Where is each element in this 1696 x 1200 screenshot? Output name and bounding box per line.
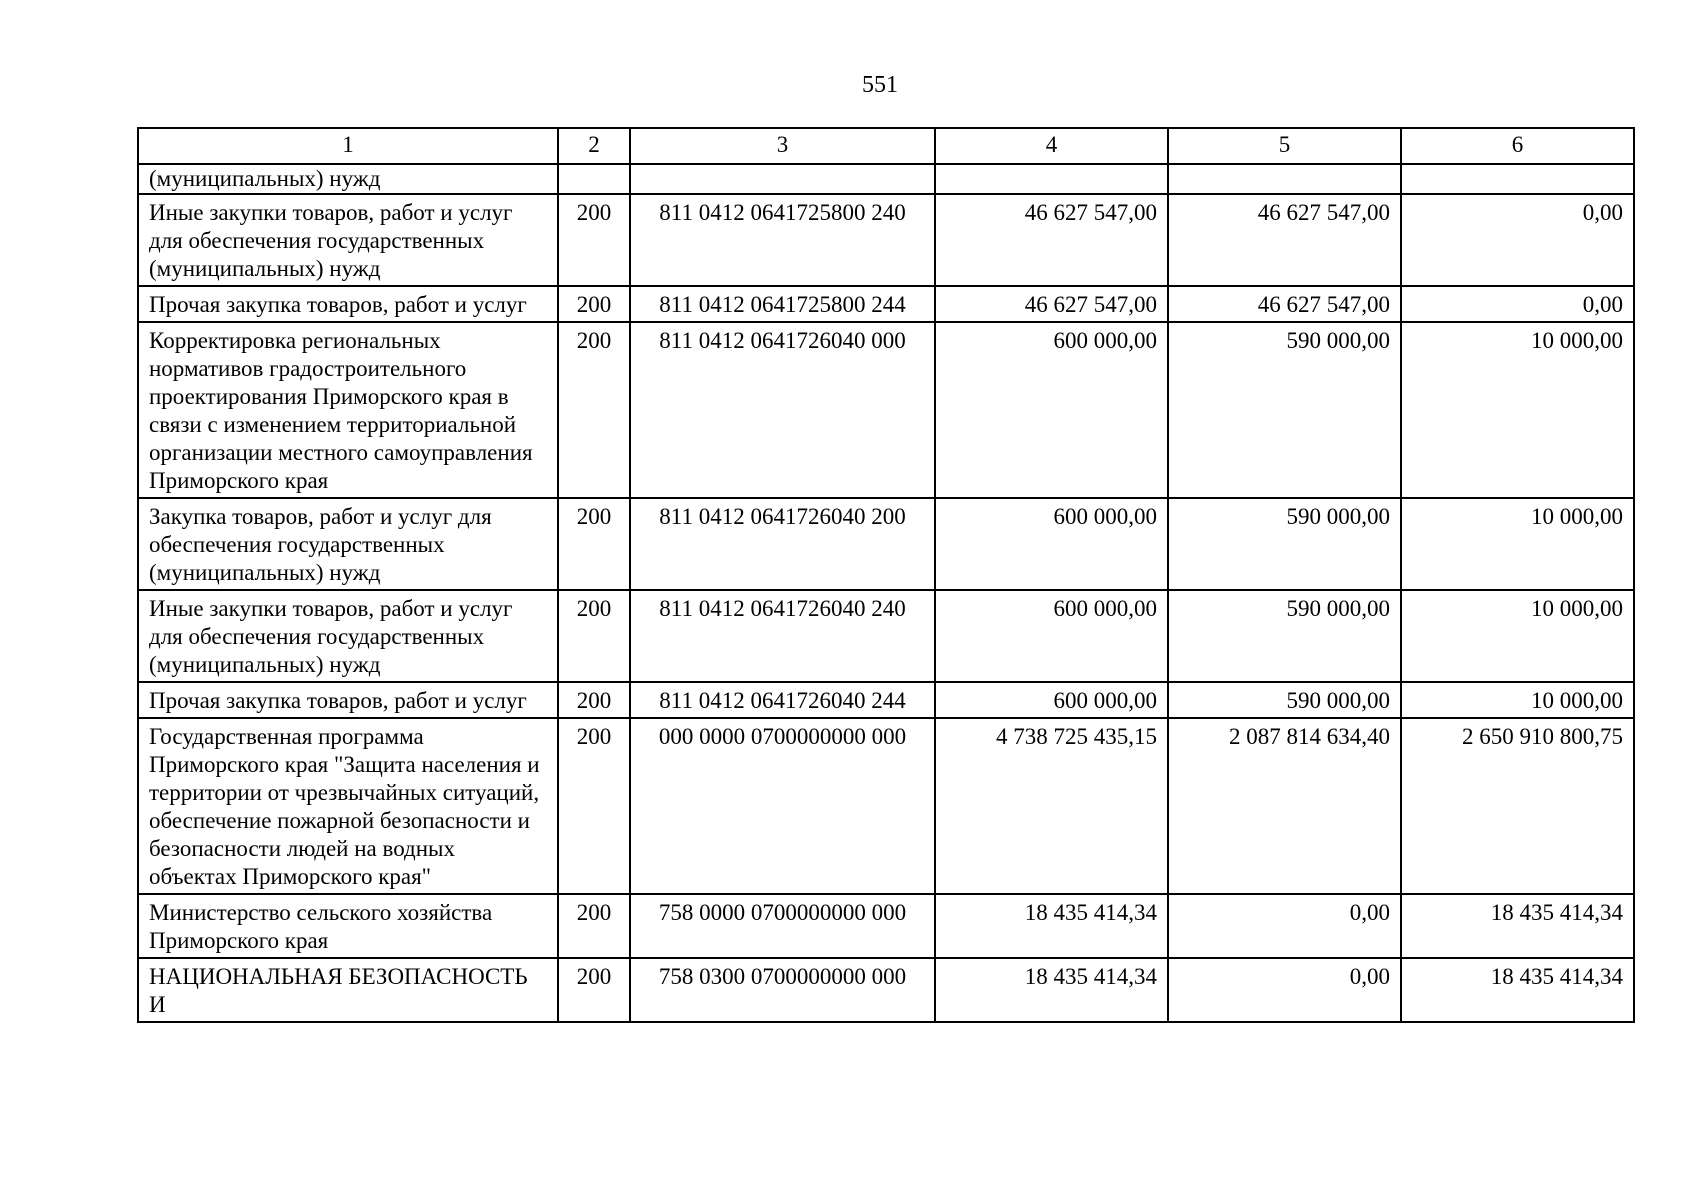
column-header-3: 3 xyxy=(630,128,935,164)
row-name: Министерство сельского хозяйства Приморского края xyxy=(138,894,558,958)
column-header-2: 2 xyxy=(558,128,630,164)
row-col4: 18 435 414,34 xyxy=(935,894,1168,958)
table-row xyxy=(138,682,1634,718)
row-name: Прочая закупка товаров, работ и услуг xyxy=(138,286,558,322)
table-row xyxy=(138,718,1634,894)
row-col6: 0,00 xyxy=(1401,194,1634,286)
row-col6: 0,00 xyxy=(1401,286,1634,322)
row-cell-empty xyxy=(1168,164,1401,194)
row-col6: 2 650 910 800,75 xyxy=(1401,718,1634,894)
row-name: Иные закупки товаров, работ и услуг для обеспечения государственных (муниципальных) нужд xyxy=(138,590,558,682)
row-cell-empty xyxy=(1401,164,1634,194)
header-row xyxy=(138,128,1634,164)
row-col2: 200 xyxy=(558,682,630,718)
table-row xyxy=(138,498,1634,590)
page-number: 551 xyxy=(862,72,898,98)
row-col6: 18 435 414,34 xyxy=(1401,894,1634,958)
table-row xyxy=(138,194,1634,286)
row-code: 811 0412 0641726040 200 xyxy=(630,498,935,590)
row-col2: 200 xyxy=(558,894,630,958)
row-col5: 0,00 xyxy=(1168,894,1401,958)
row-col4: 4 738 725 435,15 xyxy=(935,718,1168,894)
row-col4: 600 000,00 xyxy=(935,682,1168,718)
row-col2: 200 xyxy=(558,322,630,498)
row-col6: 10 000,00 xyxy=(1401,498,1634,590)
row-col5: 46 627 547,00 xyxy=(1168,286,1401,322)
row-name: Закупка товаров, работ и услуг для обеспечения государственных (муниципальных) нужд xyxy=(138,498,558,590)
table-row xyxy=(138,322,1634,498)
row-col4: 46 627 547,00 xyxy=(935,286,1168,322)
row-col4: 600 000,00 xyxy=(935,590,1168,682)
row-col2: 200 xyxy=(558,286,630,322)
column-header-1: 1 xyxy=(138,128,558,164)
row-code: 811 0412 0641725800 244 xyxy=(630,286,935,322)
row-col4: 18 435 414,34 xyxy=(935,958,1168,1022)
row-col4: 46 627 547,00 xyxy=(935,194,1168,286)
row-name: Государственная программа Приморского края "Защита населения и территории от чрезвычайных ситуаций, обеспечение пожарной безопасности и безопасности людей на водных объектах Приморского края" xyxy=(138,718,558,894)
row-col6: 18 435 414,34 xyxy=(1401,958,1634,1022)
budget-table xyxy=(137,127,1635,1023)
row-code: 758 0300 0700000000 000 xyxy=(630,958,935,1022)
row-code: 811 0412 0641725800 240 xyxy=(630,194,935,286)
row-code: 758 0000 0700000000 000 xyxy=(630,894,935,958)
column-header-4: 4 xyxy=(935,128,1168,164)
row-col6: 10 000,00 xyxy=(1401,590,1634,682)
row-col2: 200 xyxy=(558,194,630,286)
row-name: Корректировка региональных нормативов градостроительного проектирования Приморского края в связи с изменением территориальной организации местного самоуправления Приморского края xyxy=(138,322,558,498)
row-cell-empty xyxy=(558,164,630,194)
row-name: Иные закупки товаров, работ и услуг для обеспечения государственных (муниципальных) нужд xyxy=(138,194,558,286)
row-col4: 600 000,00 xyxy=(935,322,1168,498)
row-col5: 46 627 547,00 xyxy=(1168,194,1401,286)
table-row-continuation xyxy=(138,164,1634,194)
column-header-5: 5 xyxy=(1168,128,1401,164)
row-col2: 200 xyxy=(558,590,630,682)
row-col5: 2 087 814 634,40 xyxy=(1168,718,1401,894)
row-col4: 600 000,00 xyxy=(935,498,1168,590)
row-name: (муниципальных) нужд xyxy=(138,164,558,194)
row-cell-empty xyxy=(630,164,935,194)
column-header-6: 6 xyxy=(1401,128,1634,164)
row-code: 811 0412 0641726040 244 xyxy=(630,682,935,718)
table-row xyxy=(138,958,1634,1022)
table-row xyxy=(138,286,1634,322)
row-col6: 10 000,00 xyxy=(1401,682,1634,718)
row-name: НАЦИОНАЛЬНАЯ БЕЗОПАСНОСТЬ И xyxy=(138,958,558,1022)
row-name: Прочая закупка товаров, работ и услуг xyxy=(138,682,558,718)
row-code: 811 0412 0641726040 240 xyxy=(630,590,935,682)
row-col5: 590 000,00 xyxy=(1168,682,1401,718)
row-col5: 590 000,00 xyxy=(1168,498,1401,590)
row-col2: 200 xyxy=(558,718,630,894)
row-col6: 10 000,00 xyxy=(1401,322,1634,498)
row-code: 000 0000 0700000000 000 xyxy=(630,718,935,894)
row-col5: 590 000,00 xyxy=(1168,590,1401,682)
row-cell-empty xyxy=(935,164,1168,194)
row-col5: 0,00 xyxy=(1168,958,1401,1022)
row-code: 811 0412 0641726040 000 xyxy=(630,322,935,498)
row-col2: 200 xyxy=(558,958,630,1022)
table-row xyxy=(138,894,1634,958)
row-col5: 590 000,00 xyxy=(1168,322,1401,498)
row-col2: 200 xyxy=(558,498,630,590)
table-row xyxy=(138,590,1634,682)
